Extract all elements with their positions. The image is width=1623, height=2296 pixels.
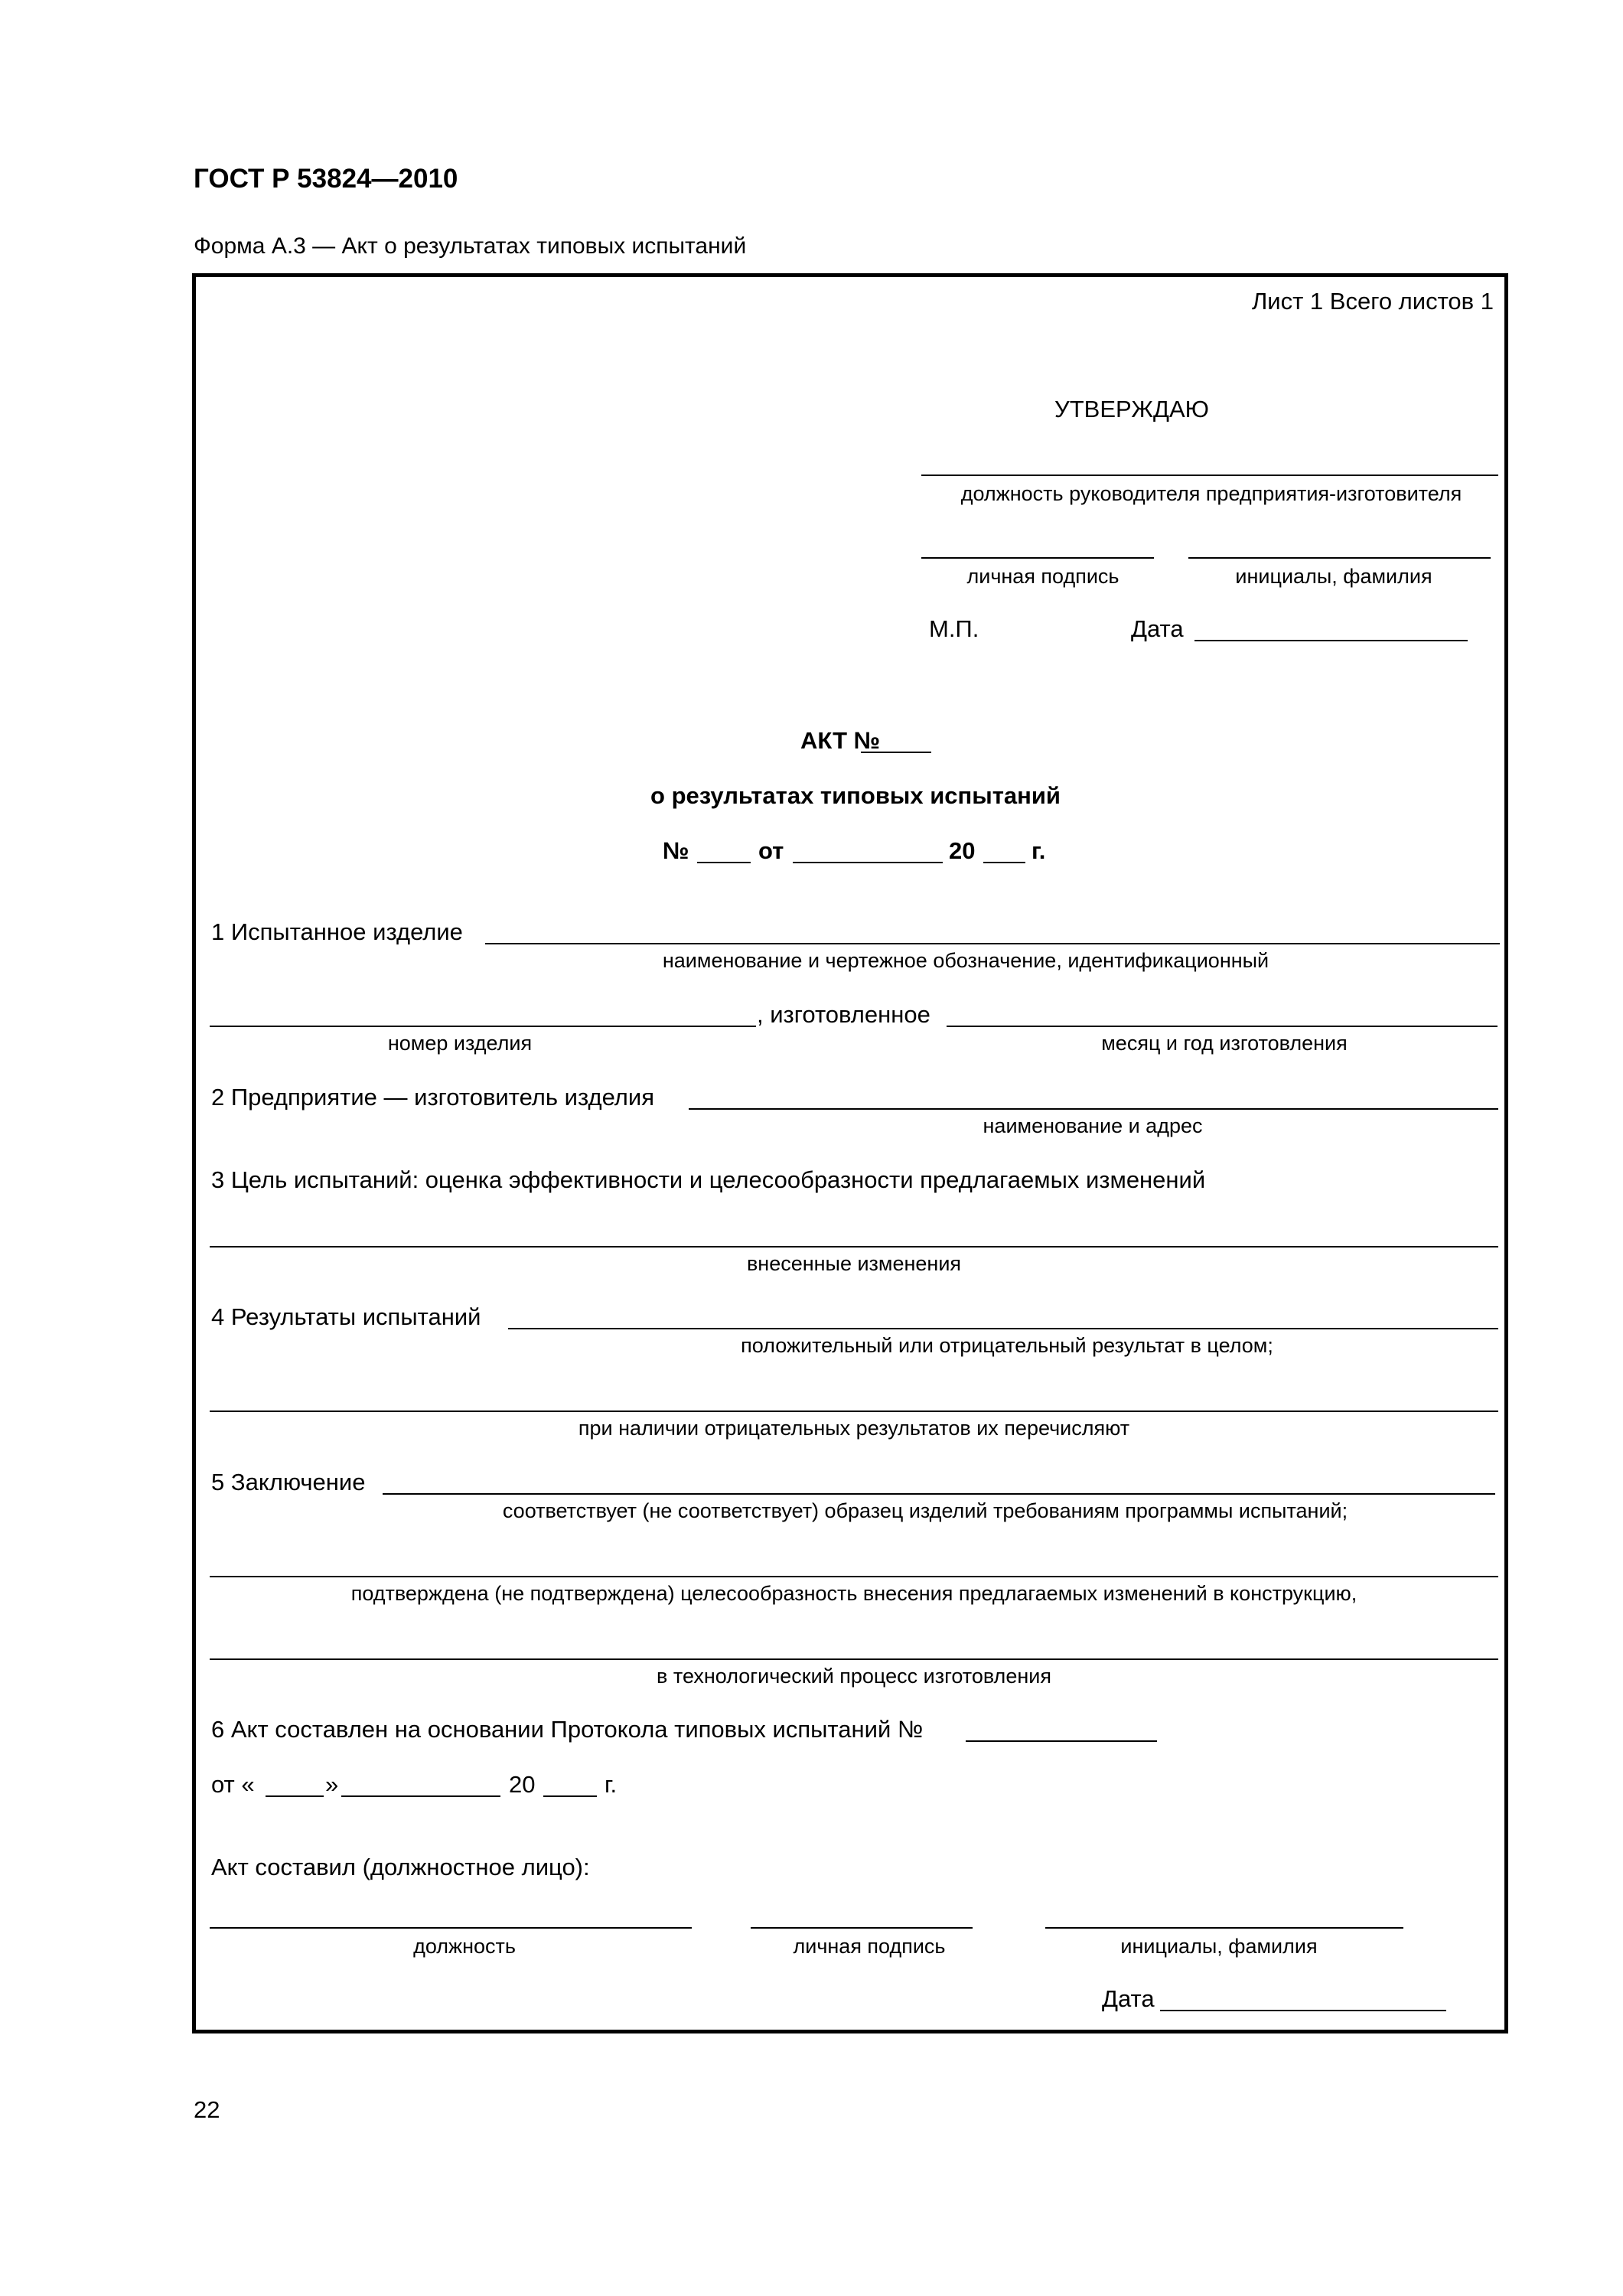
item5-caption1: соответствует (не соответствует) образец изделий требованиям программы испытаний;	[502, 1499, 1348, 1522]
compiler-name-caption: инициалы, фамилия	[1120, 1935, 1318, 1958]
compiler-signature-line[interactable]	[751, 1927, 973, 1929]
act-number-line[interactable]	[861, 752, 931, 753]
item3-caption: внесенные изменения	[746, 1252, 962, 1275]
document-code: ГОСТ Р 53824—2010	[194, 164, 458, 194]
compiled-by-label: Акт составил (должностное лицо):	[211, 1854, 590, 1880]
item6-year-suffix: г.	[605, 1771, 618, 1798]
item6-year-prefix: 20	[509, 1771, 536, 1798]
item6-year-line[interactable]	[543, 1795, 597, 1797]
act-no-sign: №	[663, 837, 689, 864]
item4-label: 4 Результаты испытаний	[211, 1303, 481, 1330]
item1-caption-number: номер изделия	[387, 1032, 533, 1055]
item6-protocol-number-line[interactable]	[966, 1740, 1157, 1742]
act-title: АКТ №	[800, 727, 881, 754]
item5-caption2: подтверждена (не подтверждена) целесообразность внесения предлагаемых изменений в конструкцию,	[350, 1582, 1357, 1605]
approver-signature-line[interactable]	[921, 557, 1154, 559]
item5-feasibility-line[interactable]	[210, 1576, 1498, 1577]
act-year-suffix: г.	[1031, 837, 1046, 864]
compiler-position-line[interactable]	[210, 1927, 692, 1929]
compiler-date-line[interactable]	[1160, 2010, 1446, 2011]
compiler-name-line[interactable]	[1045, 1927, 1403, 1929]
form-frame	[192, 273, 1508, 2033]
item6-day-line[interactable]	[266, 1795, 324, 1797]
item2-caption: наименование и адрес	[983, 1114, 1203, 1137]
approval-date-line[interactable]	[1194, 640, 1468, 641]
item4-negative-results-line[interactable]	[210, 1411, 1498, 1412]
item4-caption2: при наличии отрицательных результатов их перечисляют	[578, 1417, 1130, 1440]
item2-label: 2 Предприятие — изготовитель изделия	[211, 1084, 654, 1110]
sheet-info: Лист 1 Всего листов 1	[1251, 288, 1494, 315]
approver-name-line[interactable]	[1188, 557, 1491, 559]
item6-label: 6 Акт составлен на основании Протокола типовых испытаний №	[211, 1716, 924, 1743]
item1-manufactured-line[interactable]	[947, 1026, 1498, 1027]
item4-caption1: положительный или отрицательный результат в целом;	[741, 1334, 1273, 1357]
item1-manufactured-label: , изготовленное	[757, 1001, 930, 1028]
approver-position-line[interactable]	[921, 475, 1498, 476]
item4-results-line[interactable]	[508, 1328, 1498, 1329]
act-reg-number-line[interactable]	[697, 862, 751, 863]
item1-caption-month: месяц и год изготовления	[1101, 1032, 1348, 1055]
page-number: 22	[194, 2096, 220, 2123]
approver-signature-caption: личная подпись	[966, 565, 1119, 588]
item5-label: 5 Заключение	[211, 1469, 366, 1495]
act-date-line[interactable]	[793, 862, 943, 863]
item5-conclusion-line[interactable]	[383, 1493, 1495, 1495]
item3-changes-line[interactable]	[210, 1246, 1498, 1247]
item3-label: 3 Цель испытаний: оценка эффективности и целесообразности предлагаемых изменений	[211, 1166, 1206, 1193]
approve-heading: УТВЕРЖДАЮ	[1054, 396, 1209, 422]
item6-month-line[interactable]	[341, 1795, 500, 1797]
act-from-label: от	[758, 837, 784, 864]
seal-label: М.П.	[929, 615, 979, 642]
item1-label: 1 Испытанное изделие	[211, 918, 463, 945]
compiler-position-caption: должность	[413, 1935, 516, 1958]
item2-manufacturer-line[interactable]	[689, 1108, 1498, 1110]
act-subtitle: о результатах типовых испытаний	[650, 782, 1061, 809]
form-title: Форма А.3 — Акт о результатах типовых испытаний	[194, 233, 747, 259]
act-year-line[interactable]	[983, 862, 1025, 863]
approver-name-caption: инициалы, фамилия	[1235, 565, 1432, 588]
compiler-date-label: Дата	[1102, 1985, 1155, 2012]
item5-caption3: в технологический процесс изготовления	[657, 1665, 1051, 1688]
compiler-signature-caption: личная подпись	[793, 1935, 946, 1958]
approver-position-caption: должность руководителя предприятия-изготовителя	[960, 482, 1462, 505]
item6-from-label: от «	[211, 1771, 255, 1798]
item5-process-line[interactable]	[210, 1658, 1498, 1660]
item6-close-quote: »	[325, 1771, 339, 1798]
item1-product-line[interactable]	[485, 943, 1500, 944]
item1-caption: наименование и чертежное обозначение, идентификационный	[662, 949, 1269, 972]
act-year-prefix: 20	[949, 837, 976, 864]
item1-serial-line[interactable]	[210, 1026, 756, 1027]
approval-date-label: Дата	[1131, 615, 1184, 642]
